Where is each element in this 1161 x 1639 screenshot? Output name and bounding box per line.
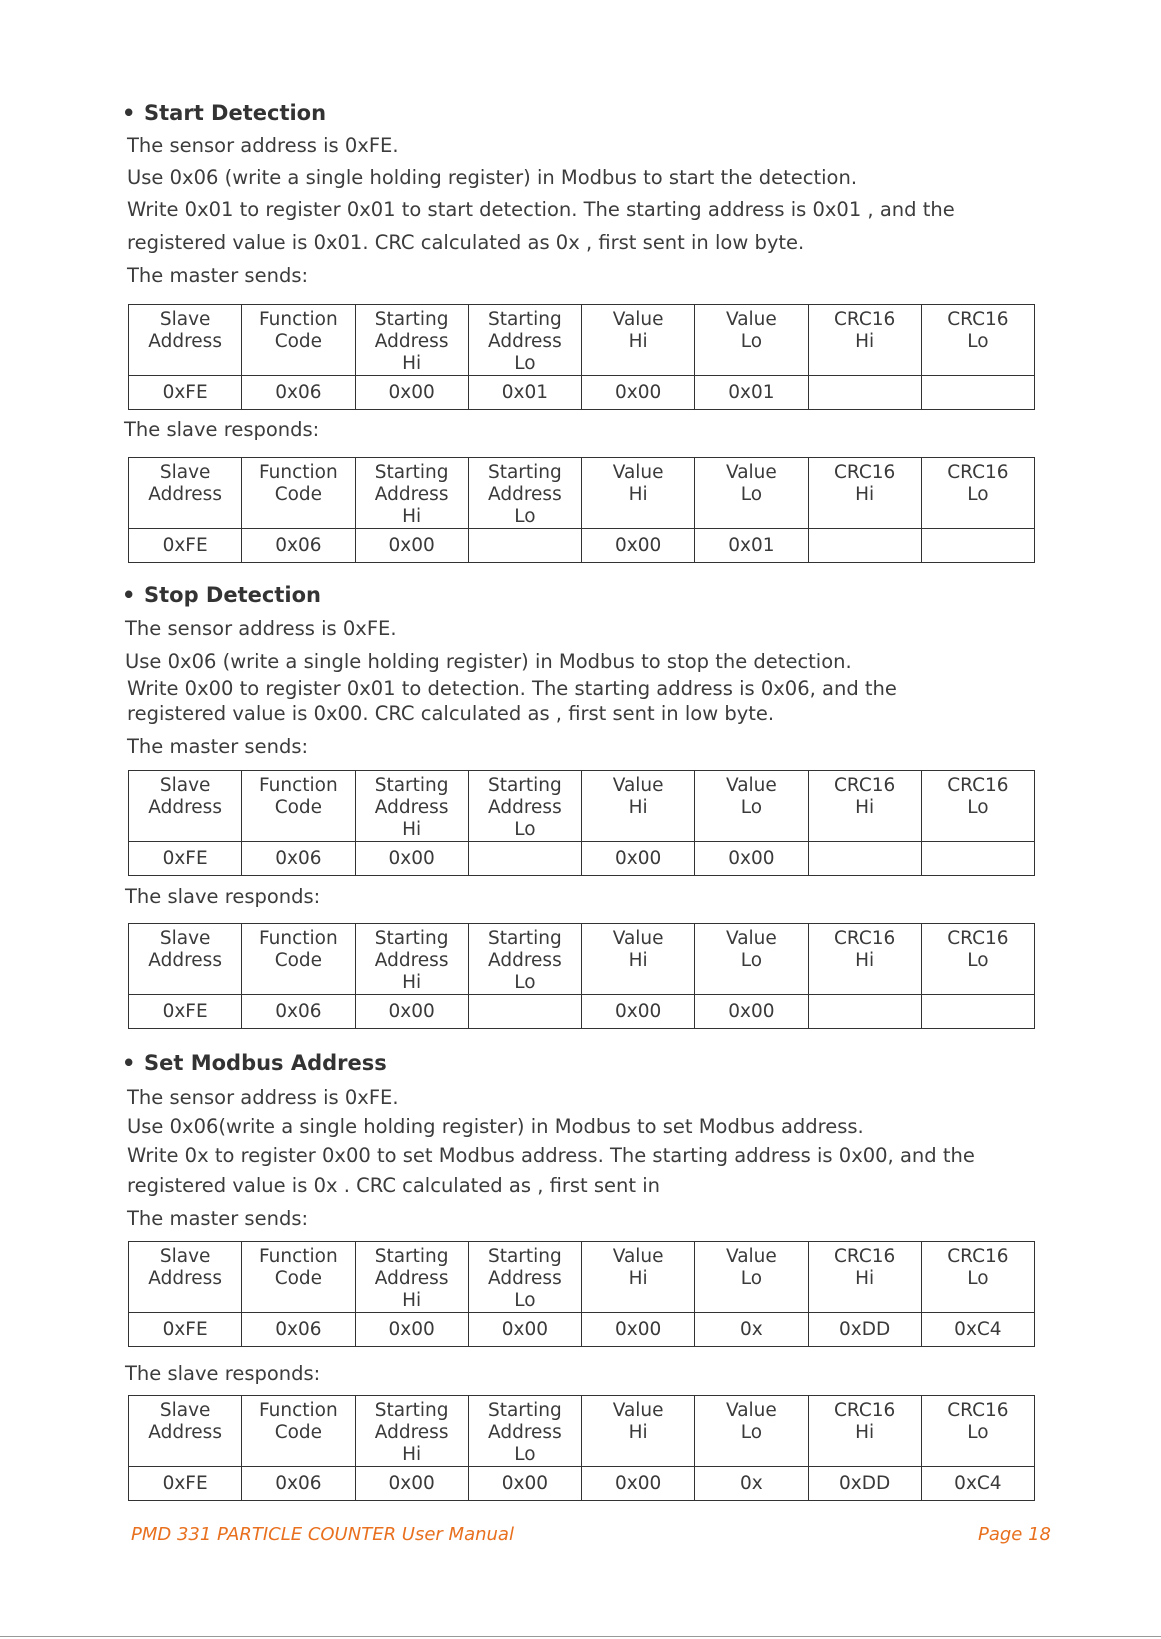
table-cell <box>921 529 1034 563</box>
section-heading: • Set Modbus Address <box>122 1051 387 1075</box>
paragraph-line: Write 0x00 to register 0x01 to detection. The starting address is 0x06, and the <box>127 677 897 700</box>
column-header: Starting Address Lo <box>468 924 581 995</box>
table-cell: 0x00 <box>582 995 695 1029</box>
table-cell <box>468 995 581 1029</box>
table-row <box>129 376 1035 410</box>
slave-responds-label: The slave responds: <box>125 885 321 908</box>
column-header: Function Code <box>242 1242 355 1313</box>
bottom-divider <box>0 1636 1161 1637</box>
section-heading: • Start Detection <box>122 101 327 125</box>
table-cell: 0xC4 <box>921 1467 1034 1501</box>
table-cell: 0xFE <box>129 529 242 563</box>
table-cell: 0x <box>695 1467 808 1501</box>
table-cell: 0xFE <box>129 376 242 410</box>
column-header: CRC16 Lo <box>921 771 1034 842</box>
table-row <box>129 995 1035 1029</box>
column-header: Starting Address Lo <box>468 305 581 376</box>
table-header-row <box>129 771 1035 842</box>
table-cell: 0xFE <box>129 1467 242 1501</box>
column-header: Function Code <box>242 458 355 529</box>
table-cell: 0x06 <box>242 1313 355 1347</box>
column-header: CRC16 Lo <box>921 458 1034 529</box>
table-cell: 0x00 <box>355 1467 468 1501</box>
table-cell: 0xC4 <box>921 1313 1034 1347</box>
column-header: CRC16 Hi <box>808 771 921 842</box>
column-header: CRC16 Lo <box>921 1242 1034 1313</box>
column-header: Value Lo <box>695 1396 808 1467</box>
table-cell <box>921 376 1034 410</box>
table-cell <box>468 842 581 876</box>
table-cell: 0x00 <box>355 995 468 1029</box>
table-cell <box>921 842 1034 876</box>
column-header: Starting Address Lo <box>468 1396 581 1467</box>
master-frame-table <box>128 1241 1035 1347</box>
table-header-row <box>129 1242 1035 1313</box>
column-header: Value Hi <box>582 458 695 529</box>
master-sends-label: The master sends: <box>127 735 309 758</box>
column-header: Slave Address <box>129 1242 242 1313</box>
table-row <box>129 842 1035 876</box>
column-header: Value Lo <box>695 305 808 376</box>
table-cell: 0x00 <box>582 376 695 410</box>
column-header: Slave Address <box>129 1396 242 1467</box>
column-header: Function Code <box>242 305 355 376</box>
table-cell: 0x00 <box>582 1313 695 1347</box>
section-heading: • Stop Detection <box>122 583 321 607</box>
paragraph-line: The sensor address is 0xFE. <box>127 134 399 157</box>
table-cell <box>808 995 921 1029</box>
column-header: Starting Address Hi <box>355 771 468 842</box>
column-header: CRC16 Lo <box>921 1396 1034 1467</box>
bullet-icon: • <box>122 1051 136 1075</box>
table-header-row <box>129 924 1035 995</box>
slave-frame-table <box>128 1395 1035 1501</box>
column-header: CRC16 Hi <box>808 1242 921 1313</box>
table-header-row <box>129 305 1035 376</box>
table-cell: 0x00 <box>582 1467 695 1501</box>
table-cell <box>468 529 581 563</box>
table-cell: 0x00 <box>468 1313 581 1347</box>
table-row <box>129 1467 1035 1501</box>
column-header: Function Code <box>242 924 355 995</box>
column-header: Starting Address Hi <box>355 305 468 376</box>
slave-responds-label: The slave responds: <box>125 1362 321 1385</box>
paragraph-line: Use 0x06(write a single holding register) in Modbus to set Modbus address. <box>127 1115 864 1138</box>
column-header: Value Hi <box>582 1242 695 1313</box>
table-cell: 0xFE <box>129 842 242 876</box>
column-header: Value Lo <box>695 924 808 995</box>
table-cell: 0x00 <box>582 529 695 563</box>
table-cell: 0x00 <box>695 995 808 1029</box>
column-header: Function Code <box>242 1396 355 1467</box>
paragraph-line: The sensor address is 0xFE. <box>127 1086 399 1109</box>
table-cell: 0x00 <box>355 529 468 563</box>
column-header: Starting Address Hi <box>355 1242 468 1313</box>
column-header: Value Hi <box>582 305 695 376</box>
paragraph-line: registered value is 0x00. CRC calculated as , first sent in low byte. <box>127 702 775 725</box>
master-sends-label: The master sends: <box>127 1207 309 1230</box>
table-cell <box>808 842 921 876</box>
column-header: Function Code <box>242 771 355 842</box>
table-cell: 0xDD <box>808 1313 921 1347</box>
table-row <box>129 529 1035 563</box>
table-cell: 0x <box>695 1313 808 1347</box>
column-header: Starting Address Lo <box>468 458 581 529</box>
slave-frame-table <box>128 923 1035 1029</box>
table-cell <box>808 529 921 563</box>
column-header: Value Lo <box>695 1242 808 1313</box>
column-header: Starting Address Hi <box>355 924 468 995</box>
paragraph-line: Use 0x06 (write a single holding register) in Modbus to start the detection. <box>127 166 858 189</box>
column-header: Value Hi <box>582 924 695 995</box>
column-header: CRC16 Hi <box>808 458 921 529</box>
paragraph-line: The sensor address is 0xFE. <box>125 617 397 640</box>
column-header: Slave Address <box>129 458 242 529</box>
table-cell: 0x06 <box>242 842 355 876</box>
master-frame-table <box>128 304 1035 410</box>
table-header-row <box>129 458 1035 529</box>
table-cell: 0x06 <box>242 995 355 1029</box>
table-cell: 0xFE <box>129 1313 242 1347</box>
column-header: Value Hi <box>582 1396 695 1467</box>
bullet-icon: • <box>122 583 136 607</box>
column-header: Starting Address Hi <box>355 1396 468 1467</box>
table-cell: 0x06 <box>242 1467 355 1501</box>
column-header: CRC16 Lo <box>921 305 1034 376</box>
column-header: Slave Address <box>129 924 242 995</box>
table-cell: 0x00 <box>468 1467 581 1501</box>
paragraph-line: Write 0x01 to register 0x01 to start detection. The starting address is 0x01 , and the <box>127 198 955 221</box>
column-header: CRC16 Hi <box>808 305 921 376</box>
table-cell: 0xFE <box>129 995 242 1029</box>
table-header-row <box>129 1396 1035 1467</box>
column-header: Slave Address <box>129 771 242 842</box>
slave-frame-table <box>128 457 1035 563</box>
table-cell: 0x00 <box>355 842 468 876</box>
column-header: Starting Address Lo <box>468 771 581 842</box>
table-row <box>129 1313 1035 1347</box>
column-header: CRC16 Hi <box>808 924 921 995</box>
paragraph-line: Write 0x to register 0x00 to set Modbus address. The starting address is 0x00, and the <box>127 1144 975 1167</box>
table-cell <box>808 376 921 410</box>
table-cell: 0x00 <box>695 842 808 876</box>
table-cell: 0x06 <box>242 376 355 410</box>
table-cell <box>921 995 1034 1029</box>
column-header: Slave Address <box>129 305 242 376</box>
column-header: Starting Address Lo <box>468 1242 581 1313</box>
table-cell: 0x00 <box>582 842 695 876</box>
paragraph-line: registered value is 0x01. CRC calculated as 0x , first sent in low byte. <box>127 231 805 254</box>
table-cell: 0x01 <box>695 529 808 563</box>
table-cell: 0x00 <box>355 376 468 410</box>
column-header: CRC16 Lo <box>921 924 1034 995</box>
column-header: Value Lo <box>695 771 808 842</box>
slave-responds-label: The slave responds: <box>124 418 320 441</box>
paragraph-line: Use 0x06 (write a single holding register) in Modbus to stop the detection. <box>125 650 852 673</box>
master-frame-table <box>128 770 1035 876</box>
column-header: CRC16 Hi <box>808 1396 921 1467</box>
table-cell: 0x01 <box>468 376 581 410</box>
master-sends-label: The master sends: <box>127 264 309 287</box>
table-cell: 0x06 <box>242 529 355 563</box>
paragraph-line: registered value is 0x . CRC calculated as , first sent in <box>127 1174 661 1197</box>
column-header: Value Lo <box>695 458 808 529</box>
bullet-icon: • <box>122 101 136 125</box>
column-header: Value Hi <box>582 771 695 842</box>
column-header: Starting Address Hi <box>355 458 468 529</box>
footer-page-number: Page 18 <box>978 1524 1052 1545</box>
table-cell: 0xDD <box>808 1467 921 1501</box>
table-cell: 0x00 <box>355 1313 468 1347</box>
footer-manual-title: PMD 331 PARTICLE COUNTER User Manual <box>131 1524 514 1545</box>
table-cell: 0x01 <box>695 376 808 410</box>
